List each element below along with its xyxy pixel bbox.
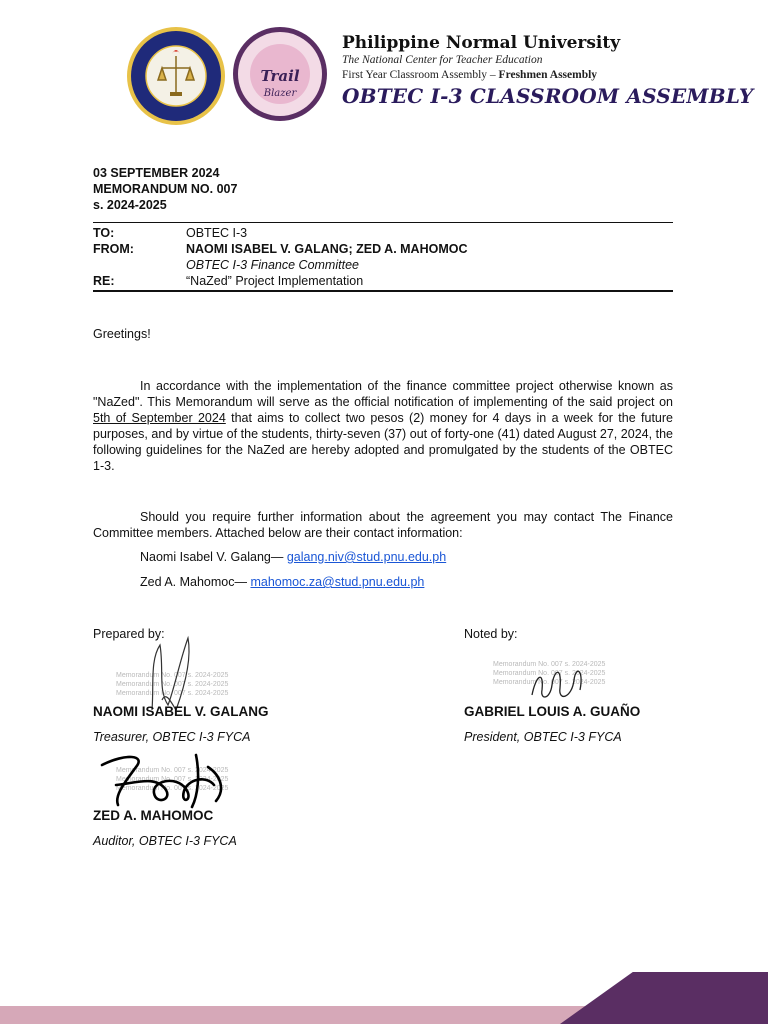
watermark-line: Memorandum No. 007 s. 2024-2025 xyxy=(116,690,229,697)
contact-galang xyxy=(140,550,446,564)
re-label: RE: xyxy=(93,274,115,288)
prepared-by-label: Prepared by: xyxy=(93,627,165,641)
noted-by-label: Noted by: xyxy=(464,627,518,641)
galang-email-link[interactable]: galang.niv@stud.pnu.edu.ph xyxy=(286,550,447,564)
watermark-line: Memorandum No. 007 s. 2024-2025 xyxy=(116,776,229,783)
mahomoc-signature-icon xyxy=(96,745,236,815)
university-name: Philippine Normal University xyxy=(342,33,621,53)
memo-series: s. 2024-2025 xyxy=(93,198,167,212)
assembly-line xyxy=(342,69,597,81)
memo-number: MEMORANDUM NO. 007 xyxy=(93,182,238,196)
guano-role: President, OBTEC I-3 FYCA xyxy=(464,730,622,744)
implementation-date: 5th of September 2024 xyxy=(93,411,226,425)
trailblazer-logo-icon xyxy=(232,26,328,122)
paragraph-1-part-a: In accordance with the implementation of the finance committee project otherwise known as "NaZed". This Memorandum will serve as the official notification of implementing of the said project on xyxy=(93,379,673,409)
footer-band-purple xyxy=(560,972,768,1024)
mahomoc-email-link[interactable]: mahomoc.za@stud.pnu.edu.ph xyxy=(250,575,425,589)
header-rule-bottom xyxy=(93,290,673,292)
svg-text:Trail: Trail xyxy=(260,67,300,85)
university-tagline: The National Center for Teacher Education xyxy=(342,54,543,66)
guano-signature-icon xyxy=(522,650,592,710)
assembly-prefix: First Year Classroom Assembly – xyxy=(342,69,499,81)
contact-galang-name: Naomi Isabel V. Galang— xyxy=(140,550,287,564)
paragraph-1-part-b: that aims to collect two pesos (2) money for 4 days in a week for the future purposes, and by virtue of the students, thirty-seven (37) out of forty-one (41) dated August 27, 2024, the following guidelines for the NaZed are hereby adopted and promulgated by the students of the OBTEC 1-3. xyxy=(93,411,673,473)
from-label: FROM: xyxy=(93,242,134,256)
watermark-line: Memorandum No. 007 s. 2024-2025 xyxy=(116,767,229,774)
watermark-line: Memorandum No. 007 s. 2024-2025 xyxy=(116,672,229,679)
to-label: TO: xyxy=(93,226,115,240)
mahomoc-role: Auditor, OBTEC I-3 FYCA xyxy=(93,834,237,848)
from-committee: OBTEC I-3 Finance Committee xyxy=(186,258,359,272)
watermark-line: Memorandum No. 007 s. 2024-2025 xyxy=(493,661,606,668)
watermark-line: Memorandum No. 007 s. 2024-2025 xyxy=(116,785,229,792)
from-value: NAOMI ISABEL V. GALANG; ZED A. MAHOMOC xyxy=(186,242,468,256)
contact-mahomoc xyxy=(140,575,424,589)
galang-name: NAOMI ISABEL V. GALANG xyxy=(93,704,269,719)
assembly-title: OBTEC I-3 CLASSROOM ASSEMBLY xyxy=(342,84,754,108)
svg-text:Blazer: Blazer xyxy=(263,88,297,99)
first-year-assembly-seal xyxy=(126,26,226,126)
guano-name: GABRIEL LOUIS A. GUAÑO xyxy=(464,704,641,719)
header-rule-top xyxy=(93,222,673,223)
watermark-line: Memorandum No. 007 s. 2024-2025 xyxy=(493,679,606,686)
seal-emblem-icon xyxy=(126,26,226,126)
galang-role: Treasurer, OBTEC I-3 FYCA xyxy=(93,730,251,744)
re-value: “NaZed” Project Implementation xyxy=(186,274,364,288)
greeting: Greetings! xyxy=(93,327,151,341)
memo-date: 03 SEPTEMBER 2024 xyxy=(93,166,220,180)
assembly-bold: Freshmen Assembly xyxy=(498,69,598,81)
trailblazer-seal xyxy=(232,26,328,122)
paragraph-2: Should you require further information about the agreement you may contact The Finance Committee members. Attached below are their contact information: xyxy=(93,510,673,540)
paragraph-1 xyxy=(93,378,673,474)
watermark-line: Memorandum No. 007 s. 2024-2025 xyxy=(493,670,606,677)
watermark-line: Memorandum No. 007 s. 2024-2025 xyxy=(116,681,229,688)
contact-mahomoc-name: Zed A. Mahomoc— xyxy=(140,575,251,589)
to-value: OBTEC I-3 xyxy=(186,226,248,240)
mahomoc-name: ZED A. MAHOMOC xyxy=(93,808,214,823)
